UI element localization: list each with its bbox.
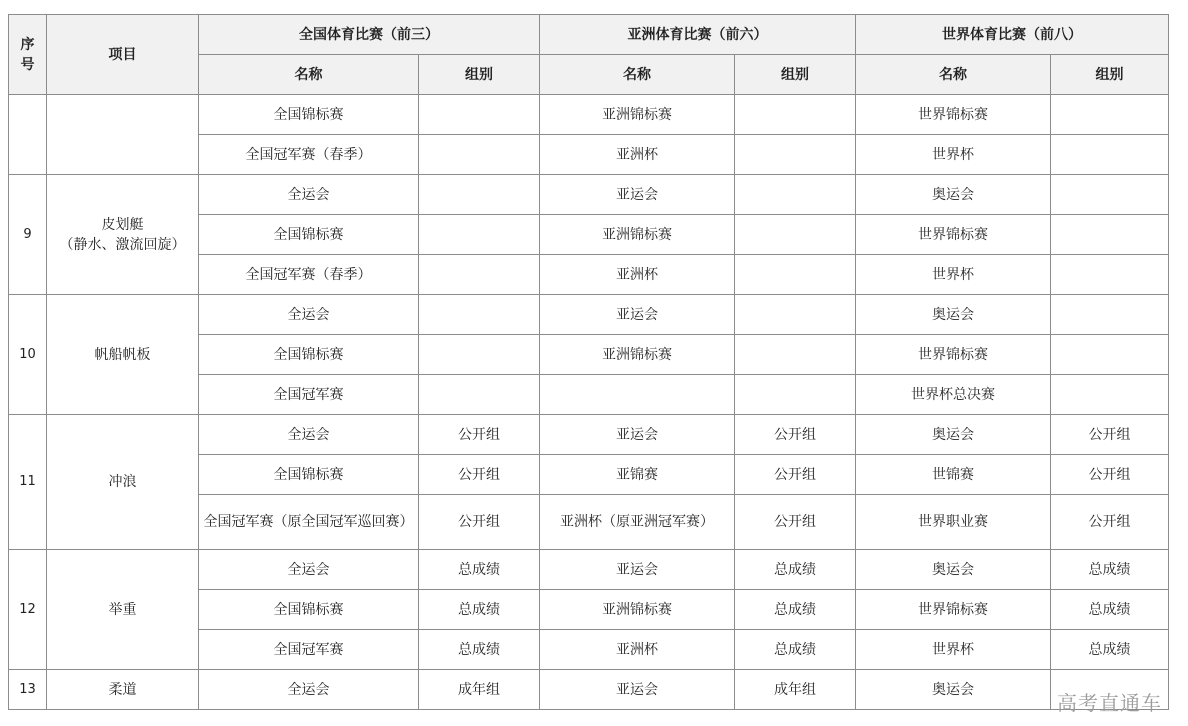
table-row (9, 175, 1169, 215)
row-item: 柔道 (47, 670, 199, 710)
cell-world-name: 世界杯总决赛 (856, 375, 1051, 415)
row-item: 冲浪 (47, 415, 199, 550)
cell-national-name: 全国冠军赛（春季） (199, 255, 419, 295)
cell-asia-group (735, 95, 856, 135)
cell-national-group: 公开组 (419, 495, 540, 550)
cell-national-group (419, 135, 540, 175)
cell-national-group (419, 335, 540, 375)
cell-world-name: 奥运会 (856, 670, 1051, 710)
cell-national-name: 全国锦标赛 (199, 590, 419, 630)
cell-asia-group: 总成绩 (735, 630, 856, 670)
cell-world-name: 奥运会 (856, 415, 1051, 455)
cell-asia-name (540, 375, 735, 415)
cell-asia-group (735, 375, 856, 415)
cell-asia-group: 公开组 (735, 415, 856, 455)
cell-asia-group (735, 175, 856, 215)
cell-national-name: 全国冠军赛（春季） (199, 135, 419, 175)
watermark: 高考直通车 (1057, 691, 1162, 715)
cell-asia-group: 总成绩 (735, 550, 856, 590)
header-world-name: 名称 (856, 55, 1051, 95)
cell-world-group: 公开组 (1051, 415, 1169, 455)
cell-asia-name: 亚运会 (540, 175, 735, 215)
cell-world-group (1051, 295, 1169, 335)
cell-national-group (419, 175, 540, 215)
cell-asia-name: 亚洲锦标赛 (540, 95, 735, 135)
cell-national-name: 全国冠军赛（原全国冠军巡回赛） (199, 495, 419, 550)
cell-asia-name: 亚运会 (540, 295, 735, 335)
cell-national-name: 全运会 (199, 175, 419, 215)
cell-asia-group (735, 255, 856, 295)
cell-asia-group: 总成绩 (735, 590, 856, 630)
cell-national-group: 公开组 (419, 455, 540, 495)
cell-national-name: 全国锦标赛 (199, 455, 419, 495)
cell-asia-name: 亚锦赛 (540, 455, 735, 495)
row-seq: 11 (9, 415, 47, 550)
cell-world-name: 世界杯 (856, 630, 1051, 670)
header-national-name: 名称 (199, 55, 419, 95)
cell-asia-name: 亚运会 (540, 550, 735, 590)
cell-world-name: 世锦赛 (856, 455, 1051, 495)
cell-asia-group (735, 215, 856, 255)
cell-world-group (1051, 95, 1169, 135)
table-row (9, 415, 1169, 455)
cell-asia-name: 亚洲杯 (540, 255, 735, 295)
header-world: 世界体育比赛（前八） (856, 15, 1169, 55)
row-item: 帆船帆板 (47, 295, 199, 415)
cell-world-group (1051, 375, 1169, 415)
cell-asia-group (735, 335, 856, 375)
cell-national-group (419, 375, 540, 415)
cell-world-name: 世界杯 (856, 135, 1051, 175)
cell-national-name: 全运会 (199, 415, 419, 455)
header-national: 全国体育比赛（前三） (199, 15, 540, 55)
cell-world-group: 总成绩 (1051, 590, 1169, 630)
cell-national-name: 全运会 (199, 670, 419, 710)
cell-world-name: 世界职业赛 (856, 495, 1051, 550)
cell-world-group (1051, 255, 1169, 295)
cell-world-group: 公开组 (1051, 455, 1169, 495)
cell-national-name: 全运会 (199, 550, 419, 590)
row-seq: 12 (9, 550, 47, 670)
row-seq: 9 (9, 175, 47, 295)
header-asia-group: 组别 (735, 55, 856, 95)
header-item: 项目 (47, 15, 199, 95)
cell-world-group: 总成绩 (1051, 630, 1169, 670)
row-item: 举重 (47, 550, 199, 670)
cell-world-group: 总成绩 (1051, 550, 1169, 590)
cell-asia-name: 亚洲杯 (540, 630, 735, 670)
cell-national-group (419, 215, 540, 255)
cell-world-name: 世界锦标赛 (856, 95, 1051, 135)
cell-world-name: 世界锦标赛 (856, 215, 1051, 255)
cell-asia-group (735, 135, 856, 175)
cell-national-group: 总成绩 (419, 590, 540, 630)
cell-national-group: 成年组 (419, 670, 540, 710)
cell-world-group (1051, 135, 1169, 175)
cell-world-group (1051, 215, 1169, 255)
cell-asia-name: 亚洲锦标赛 (540, 215, 735, 255)
cell-national-name: 全运会 (199, 295, 419, 335)
cell-national-name: 全国锦标赛 (199, 215, 419, 255)
header-seq: 序号 (9, 15, 47, 95)
cell-asia-name: 亚运会 (540, 670, 735, 710)
cell-world-group (1051, 335, 1169, 375)
table-row (9, 670, 1169, 710)
cell-national-group (419, 255, 540, 295)
table-body (9, 95, 1169, 710)
cell-asia-name: 亚洲锦标赛 (540, 335, 735, 375)
cell-national-group: 总成绩 (419, 550, 540, 590)
table-row (9, 95, 1169, 135)
cell-asia-group: 公开组 (735, 455, 856, 495)
row-seq (9, 95, 47, 175)
cell-world-name: 世界锦标赛 (856, 335, 1051, 375)
row-seq: 10 (9, 295, 47, 415)
cell-national-name: 全国锦标赛 (199, 335, 419, 375)
cell-national-group (419, 95, 540, 135)
cell-world-name: 奥运会 (856, 175, 1051, 215)
row-item (47, 95, 199, 175)
cell-national-name: 全国锦标赛 (199, 95, 419, 135)
cell-asia-name: 亚洲杯 (540, 135, 735, 175)
cell-asia-name: 亚运会 (540, 415, 735, 455)
cell-national-group: 总成绩 (419, 630, 540, 670)
cell-world-name: 世界锦标赛 (856, 590, 1051, 630)
cell-world-group: 公开组 (1051, 495, 1169, 550)
cell-asia-name: 亚洲锦标赛 (540, 590, 735, 630)
cell-asia-group (735, 295, 856, 335)
cell-world-group (1051, 175, 1169, 215)
header-asia-name: 名称 (540, 55, 735, 95)
cell-asia-name: 亚洲杯（原亚洲冠军赛） (540, 495, 735, 550)
header-world-group: 组别 (1051, 55, 1169, 95)
cell-national-name: 全国冠军赛 (199, 375, 419, 415)
table-row (9, 550, 1169, 590)
row-item: 皮划艇 （静水、激流回旋） (47, 175, 199, 295)
cell-national-group (419, 295, 540, 335)
header-asia: 亚洲体育比赛（前六） (540, 15, 856, 55)
cell-national-group: 公开组 (419, 415, 540, 455)
header-national-group: 组别 (419, 55, 540, 95)
cell-national-name: 全国冠军赛 (199, 630, 419, 670)
sports-competition-table (8, 14, 1169, 710)
cell-world-name: 奥运会 (856, 550, 1051, 590)
cell-world-name: 奥运会 (856, 295, 1051, 335)
cell-asia-group: 公开组 (735, 495, 856, 550)
table-row (9, 295, 1169, 335)
cell-asia-group: 成年组 (735, 670, 856, 710)
cell-world-name: 世界杯 (856, 255, 1051, 295)
row-seq: 13 (9, 670, 47, 710)
